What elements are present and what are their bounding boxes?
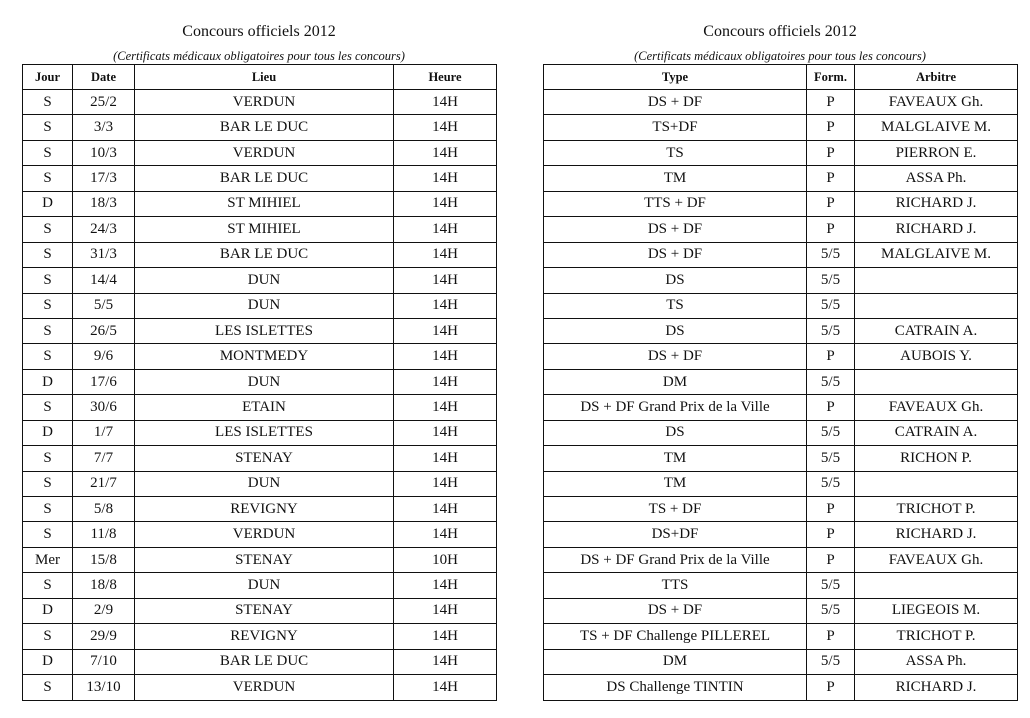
table-row xyxy=(544,420,1018,445)
cell-arbitre: AUBOIS Y. xyxy=(855,344,1018,369)
cell-lieu: BAR LE DUC xyxy=(135,166,394,191)
cell-jour: S xyxy=(23,217,73,242)
cell-form: 5/5 xyxy=(807,293,855,318)
cell-form: P xyxy=(807,90,855,115)
cell-type: TM xyxy=(544,446,807,471)
cell-lieu: STENAY xyxy=(135,446,394,471)
cell-date: 25/2 xyxy=(73,90,135,115)
cell-heure: 14H xyxy=(394,675,497,700)
cell-date: 18/8 xyxy=(73,573,135,598)
table-row xyxy=(544,293,1018,318)
cell-heure: 14H xyxy=(394,293,497,318)
cell-type: DS + DF Grand Prix de la Ville xyxy=(544,395,807,420)
table-row xyxy=(544,522,1018,547)
cell-lieu: REVIGNY xyxy=(135,624,394,649)
table-row xyxy=(544,547,1018,572)
cell-heure: 14H xyxy=(394,318,497,343)
header-lieu: Lieu xyxy=(135,65,394,90)
cell-date: 5/5 xyxy=(73,293,135,318)
cell-date: 10/3 xyxy=(73,140,135,165)
cell-arbitre: MALGLAIVE M. xyxy=(855,242,1018,267)
cell-form: P xyxy=(807,191,855,216)
cell-lieu: DUN xyxy=(135,471,394,496)
cell-type: DS + DF xyxy=(544,598,807,623)
cell-form: 5/5 xyxy=(807,598,855,623)
cell-arbitre: RICHARD J. xyxy=(855,191,1018,216)
cell-arbitre xyxy=(855,471,1018,496)
cell-date: 24/3 xyxy=(73,217,135,242)
cell-form: P xyxy=(807,217,855,242)
cell-type: DS xyxy=(544,268,807,293)
header-row xyxy=(23,65,497,90)
cell-jour: S xyxy=(23,573,73,598)
cell-type: DS xyxy=(544,420,807,445)
cell-lieu: ST MIHIEL xyxy=(135,217,394,242)
cell-heure: 14H xyxy=(394,191,497,216)
cell-arbitre: CATRAIN A. xyxy=(855,420,1018,445)
cell-date: 21/7 xyxy=(73,471,135,496)
cell-heure: 14H xyxy=(394,624,497,649)
cell-arbitre: RICHARD J. xyxy=(855,217,1018,242)
schedule-body xyxy=(23,90,497,701)
table-row xyxy=(23,166,497,191)
table-row xyxy=(544,573,1018,598)
cell-lieu: REVIGNY xyxy=(135,497,394,522)
cell-jour: D xyxy=(23,598,73,623)
cell-form: 5/5 xyxy=(807,446,855,471)
cell-form: P xyxy=(807,624,855,649)
cell-jour: S xyxy=(23,115,73,140)
right-title: Concours officiels 2012 xyxy=(703,23,857,40)
table-row xyxy=(544,344,1018,369)
cell-jour: D xyxy=(23,420,73,445)
cell-type: DS + DF xyxy=(544,90,807,115)
table-row xyxy=(544,217,1018,242)
header-arbitre: Arbitre xyxy=(855,65,1018,90)
schedule-table xyxy=(22,64,497,701)
cell-type: TTS xyxy=(544,573,807,598)
cell-heure: 14H xyxy=(394,217,497,242)
cell-heure: 14H xyxy=(394,166,497,191)
cell-lieu: BAR LE DUC xyxy=(135,649,394,674)
cell-type: TM xyxy=(544,166,807,191)
cell-form: P xyxy=(807,547,855,572)
cell-form: P xyxy=(807,140,855,165)
cell-lieu: STENAY xyxy=(135,598,394,623)
cell-jour: S xyxy=(23,166,73,191)
cell-type: TS+DF xyxy=(544,115,807,140)
details-body xyxy=(544,90,1018,701)
cell-type: DS+DF xyxy=(544,522,807,547)
cell-lieu: STENAY xyxy=(135,547,394,572)
table-row xyxy=(544,242,1018,267)
table-row xyxy=(23,446,497,471)
cell-heure: 14H xyxy=(394,522,497,547)
cell-jour: D xyxy=(23,369,73,394)
cell-arbitre xyxy=(855,268,1018,293)
table-row xyxy=(23,293,497,318)
cell-date: 14/4 xyxy=(73,268,135,293)
cell-jour: S xyxy=(23,344,73,369)
cell-lieu: LES ISLETTES xyxy=(135,420,394,445)
cell-date: 9/6 xyxy=(73,344,135,369)
cell-lieu: DUN xyxy=(135,369,394,394)
table-row xyxy=(544,395,1018,420)
cell-jour: D xyxy=(23,191,73,216)
table-row xyxy=(23,395,497,420)
table-row xyxy=(544,649,1018,674)
cell-jour: S xyxy=(23,318,73,343)
cell-jour: D xyxy=(23,649,73,674)
cell-jour: S xyxy=(23,624,73,649)
cell-jour: S xyxy=(23,90,73,115)
cell-lieu: VERDUN xyxy=(135,522,394,547)
left-note: (Certificats médicaux obligatoires pour tous les concours) xyxy=(113,49,405,63)
table-row xyxy=(23,344,497,369)
cell-lieu: VERDUN xyxy=(135,90,394,115)
table-row xyxy=(544,369,1018,394)
cell-heure: 14H xyxy=(394,242,497,267)
cell-date: 31/3 xyxy=(73,242,135,267)
cell-form: 5/5 xyxy=(807,573,855,598)
cell-arbitre xyxy=(855,293,1018,318)
cell-arbitre: FAVEAUX Gh. xyxy=(855,547,1018,572)
cell-lieu: VERDUN xyxy=(135,675,394,700)
cell-heure: 14H xyxy=(394,598,497,623)
cell-date: 18/3 xyxy=(73,191,135,216)
table-row xyxy=(23,420,497,445)
cell-lieu: DUN xyxy=(135,268,394,293)
cell-form: P xyxy=(807,497,855,522)
table-row xyxy=(544,191,1018,216)
cell-lieu: BAR LE DUC xyxy=(135,242,394,267)
cell-jour: S xyxy=(23,140,73,165)
table-row xyxy=(23,598,497,623)
cell-date: 17/3 xyxy=(73,166,135,191)
table-row xyxy=(544,90,1018,115)
cell-date: 29/9 xyxy=(73,624,135,649)
cell-lieu: LES ISLETTES xyxy=(135,318,394,343)
cell-form: P xyxy=(807,522,855,547)
cell-lieu: MONTMEDY xyxy=(135,344,394,369)
table-row xyxy=(23,649,497,674)
cell-heure: 14H xyxy=(394,140,497,165)
table-row xyxy=(23,624,497,649)
cell-arbitre: CATRAIN A. xyxy=(855,318,1018,343)
cell-type: DS + DF Grand Prix de la Ville xyxy=(544,547,807,572)
cell-form: P xyxy=(807,115,855,140)
cell-date: 7/7 xyxy=(73,446,135,471)
table-row xyxy=(23,191,497,216)
cell-date: 13/10 xyxy=(73,675,135,700)
header-date: Date xyxy=(73,65,135,90)
table-row xyxy=(544,497,1018,522)
cell-lieu: VERDUN xyxy=(135,140,394,165)
table-row xyxy=(23,217,497,242)
cell-form: P xyxy=(807,395,855,420)
cell-type: TS xyxy=(544,293,807,318)
cell-heure: 14H xyxy=(394,395,497,420)
cell-arbitre: LIEGEOIS M. xyxy=(855,598,1018,623)
cell-date: 15/8 xyxy=(73,547,135,572)
cell-date: 2/9 xyxy=(73,598,135,623)
table-row xyxy=(23,140,497,165)
cell-arbitre xyxy=(855,369,1018,394)
cell-form: 5/5 xyxy=(807,471,855,496)
table-row xyxy=(23,547,497,572)
cell-type: DS + DF xyxy=(544,217,807,242)
cell-date: 30/6 xyxy=(73,395,135,420)
cell-heure: 14H xyxy=(394,573,497,598)
cell-arbitre: RICHON P. xyxy=(855,446,1018,471)
header-form: Form. xyxy=(807,65,855,90)
cell-lieu: ETAIN xyxy=(135,395,394,420)
cell-type: DS Challenge TINTIN xyxy=(544,675,807,700)
cell-heure: 10H xyxy=(394,547,497,572)
cell-type: DM xyxy=(544,369,807,394)
table-row xyxy=(23,115,497,140)
cell-type: DS + DF xyxy=(544,344,807,369)
cell-heure: 14H xyxy=(394,369,497,394)
cell-heure: 14H xyxy=(394,420,497,445)
cell-date: 17/6 xyxy=(73,369,135,394)
header-type: Type xyxy=(544,65,807,90)
cell-heure: 14H xyxy=(394,90,497,115)
cell-jour: S xyxy=(23,293,73,318)
cell-heure: 14H xyxy=(394,268,497,293)
cell-type: TS + DF xyxy=(544,497,807,522)
cell-arbitre: RICHARD J. xyxy=(855,675,1018,700)
table-row xyxy=(544,675,1018,700)
cell-type: TM xyxy=(544,471,807,496)
table-row xyxy=(544,115,1018,140)
cell-arbitre: ASSA Ph. xyxy=(855,166,1018,191)
cell-form: 5/5 xyxy=(807,268,855,293)
table-row xyxy=(23,497,497,522)
details-table xyxy=(543,64,1018,701)
cell-arbitre: RICHARD J. xyxy=(855,522,1018,547)
header-row xyxy=(544,65,1018,90)
table-row xyxy=(544,471,1018,496)
table-row xyxy=(23,318,497,343)
table-row xyxy=(23,242,497,267)
cell-jour: Mer xyxy=(23,547,73,572)
cell-heure: 14H xyxy=(394,649,497,674)
cell-arbitre xyxy=(855,573,1018,598)
cell-jour: S xyxy=(23,242,73,267)
cell-form: P xyxy=(807,675,855,700)
table-row xyxy=(544,268,1018,293)
cell-form: 5/5 xyxy=(807,318,855,343)
table-row xyxy=(544,624,1018,649)
cell-type: TS xyxy=(544,140,807,165)
cell-jour: S xyxy=(23,497,73,522)
cell-type: TS + DF Challenge PILLEREL xyxy=(544,624,807,649)
cell-jour: S xyxy=(23,268,73,293)
cell-form: P xyxy=(807,166,855,191)
table-row xyxy=(544,140,1018,165)
cell-jour: S xyxy=(23,522,73,547)
cell-form: P xyxy=(807,344,855,369)
cell-jour: S xyxy=(23,395,73,420)
cell-jour: S xyxy=(23,446,73,471)
table-row xyxy=(23,675,497,700)
cell-arbitre: TRICHOT P. xyxy=(855,624,1018,649)
table-row xyxy=(23,522,497,547)
cell-form: 5/5 xyxy=(807,420,855,445)
cell-heure: 14H xyxy=(394,471,497,496)
cell-type: TTS + DF xyxy=(544,191,807,216)
cell-type: DS + DF xyxy=(544,242,807,267)
cell-heure: 14H xyxy=(394,446,497,471)
cell-arbitre: FAVEAUX Gh. xyxy=(855,395,1018,420)
table-row xyxy=(23,90,497,115)
cell-lieu: BAR LE DUC xyxy=(135,115,394,140)
header-jour: Jour xyxy=(23,65,73,90)
cell-date: 1/7 xyxy=(73,420,135,445)
cell-type: DM xyxy=(544,649,807,674)
cell-lieu: DUN xyxy=(135,293,394,318)
cell-arbitre: PIERRON E. xyxy=(855,140,1018,165)
table-row xyxy=(544,598,1018,623)
cell-form: 5/5 xyxy=(807,649,855,674)
cell-lieu: ST MIHIEL xyxy=(135,191,394,216)
cell-form: 5/5 xyxy=(807,242,855,267)
cell-jour: S xyxy=(23,471,73,496)
table-row xyxy=(23,471,497,496)
table-row xyxy=(544,318,1018,343)
table-row xyxy=(23,573,497,598)
table-row xyxy=(544,446,1018,471)
cell-arbitre: ASSA Ph. xyxy=(855,649,1018,674)
right-note: (Certificats médicaux obligatoires pour tous les concours) xyxy=(634,49,926,63)
cell-heure: 14H xyxy=(394,344,497,369)
cell-date: 5/8 xyxy=(73,497,135,522)
cell-lieu: DUN xyxy=(135,573,394,598)
cell-arbitre: FAVEAUX Gh. xyxy=(855,90,1018,115)
cell-type: DS xyxy=(544,318,807,343)
cell-heure: 14H xyxy=(394,497,497,522)
cell-date: 7/10 xyxy=(73,649,135,674)
cell-form: 5/5 xyxy=(807,369,855,394)
cell-heure: 14H xyxy=(394,115,497,140)
cell-date: 3/3 xyxy=(73,115,135,140)
table-row xyxy=(23,369,497,394)
cell-jour: S xyxy=(23,675,73,700)
cell-arbitre: MALGLAIVE M. xyxy=(855,115,1018,140)
table-row xyxy=(544,166,1018,191)
left-title: Concours officiels 2012 xyxy=(182,23,336,40)
table-row xyxy=(23,268,497,293)
cell-date: 26/5 xyxy=(73,318,135,343)
header-heure: Heure xyxy=(394,65,497,90)
cell-arbitre: TRICHOT P. xyxy=(855,497,1018,522)
cell-date: 11/8 xyxy=(73,522,135,547)
